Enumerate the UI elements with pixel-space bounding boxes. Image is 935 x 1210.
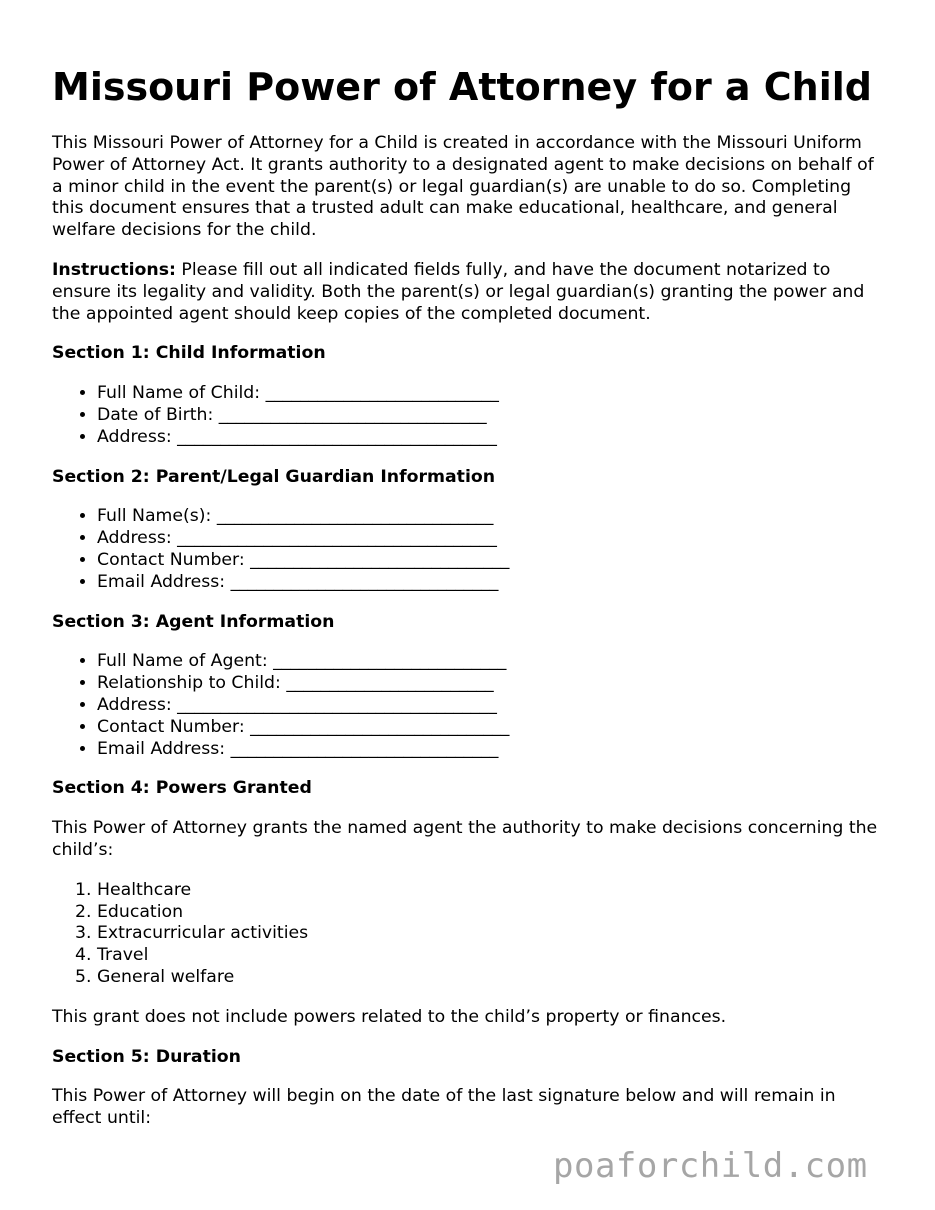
power-item: 3. Extracurricular activities — [97, 923, 882, 945]
section-4-heading: Section 4: Powers Granted — [52, 778, 312, 799]
section-2-heading: Section 2: Parent/Legal Guardian Information — [52, 466, 496, 487]
power-item: 4. Travel — [97, 945, 882, 967]
powers-exclusion-paragraph: This grant does not include powers related to the child’s property or finances. — [52, 1006, 727, 1027]
guardian-email-field[interactable]: • Email Address: _______________________________ — [97, 572, 882, 594]
section-1-heading: Section 1: Child Information — [52, 343, 326, 364]
guardian-contact-number-field[interactable]: • Contact Number: ______________________________ — [97, 550, 882, 572]
agent-info-list — [52, 651, 882, 760]
powers-list — [52, 880, 882, 989]
power-item: 1. Healthcare — [97, 880, 882, 902]
document-title: Missouri Power of Attorney for a Child — [52, 65, 872, 109]
duration-paragraph: This Power of Attorney will begin on the date of the last signature below and will remain in effect until: — [52, 1086, 836, 1129]
guardian-info-list — [52, 506, 882, 593]
child-full-name-field[interactable]: • Full Name of Child: ___________________________ — [97, 383, 882, 405]
child-date-of-birth-field[interactable]: • Date of Birth: _______________________________ — [97, 405, 882, 427]
child-info-list — [52, 383, 882, 448]
instructions-paragraph — [52, 260, 882, 325]
instructions-label: Instructions: — [52, 259, 176, 280]
intro-paragraph: This Missouri Power of Attorney for a Child is created in accordance with the Missouri Uniform Power of Attorney Act. It grants authority to a designated agent to make decisions on behalf of a minor child in the event the parent(s) or legal guardian(s) are unable to do so. Completing this document ensures that a trusted adult can make educational, healthcare, and general welfare decisions for the child. — [52, 133, 874, 241]
power-item: 2. Education — [97, 902, 882, 924]
child-address-field[interactable]: • Address: _____________________________________ — [97, 427, 882, 449]
agent-address-field[interactable]: • Address: _____________________________________ — [97, 695, 882, 717]
agent-relationship-field[interactable]: • Relationship to Child: ________________________ — [97, 673, 882, 695]
guardian-full-names-field[interactable]: • Full Name(s): ________________________________ — [97, 506, 882, 528]
watermark: poaforchild.com — [553, 1146, 868, 1186]
guardian-address-field[interactable]: • Address: _____________________________________ — [97, 528, 882, 550]
section-5-heading: Section 5: Duration — [52, 1046, 241, 1067]
agent-full-name-field[interactable]: • Full Name of Agent: ___________________________ — [97, 651, 882, 673]
document-page — [52, 62, 882, 1148]
instructions-text: Please fill out all indicated fields fully, and have the document notarized to ensure its legality and validity. Both the parent(s) or legal guardian(s) granting the power and the appointed agent should keep copies of the completed document. — [52, 259, 865, 324]
section-3-heading: Section 3: Agent Information — [52, 611, 335, 632]
power-item: 5. General welfare — [97, 967, 882, 989]
agent-contact-number-field[interactable]: • Contact Number: ______________________________ — [97, 717, 882, 739]
powers-intro-paragraph: This Power of Attorney grants the named agent the authority to make decisions concerning the child’s: — [52, 818, 878, 860]
agent-email-field[interactable]: • Email Address: _______________________________ — [97, 739, 882, 761]
